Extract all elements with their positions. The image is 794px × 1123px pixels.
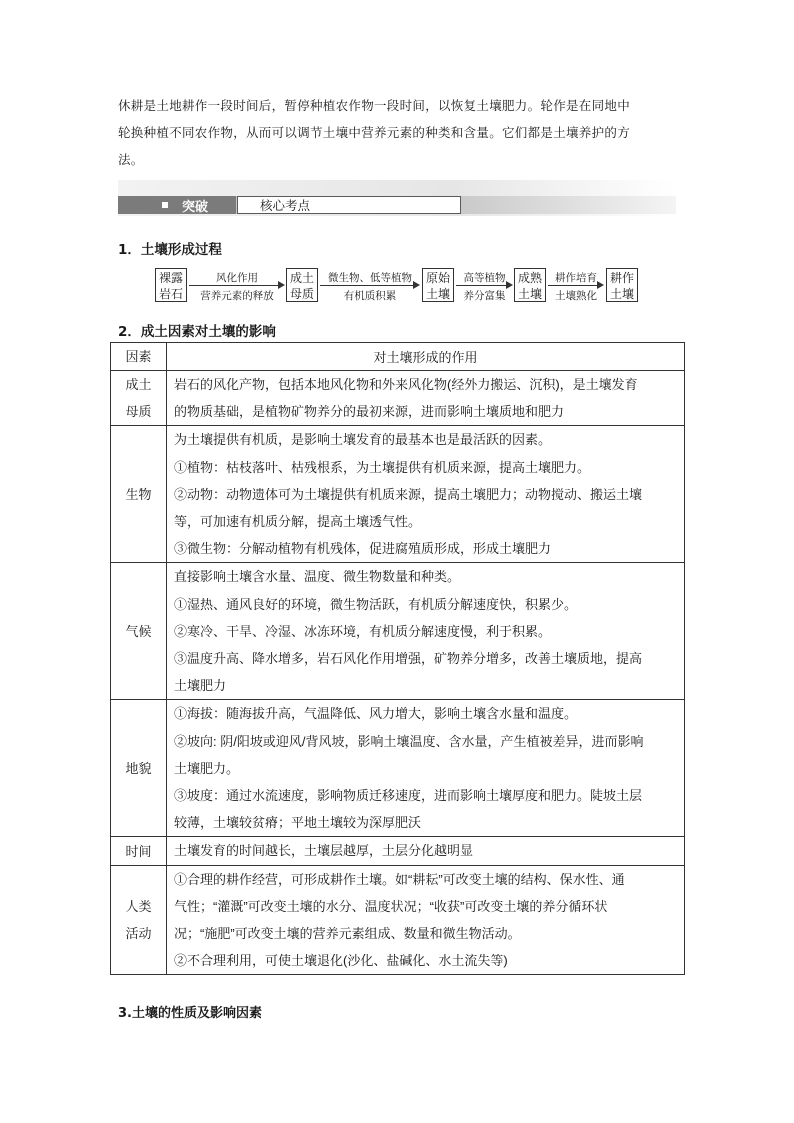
flow-arrow-top-label: 高等植物 xyxy=(463,272,506,284)
factor-label: 地貌 xyxy=(125,760,152,776)
section-2-heading: 2．成土因素对土壤的影响 xyxy=(118,324,276,340)
banner-tag xyxy=(237,196,461,214)
effect-line: ②坡向: 阴/阳坡或迎风/背风坡，影响土壤温度、含水量，产生植被差异，进而影响 xyxy=(174,733,644,749)
effect-cell xyxy=(167,426,685,563)
section-3-heading: 3.土壤的性质及影响因素 xyxy=(118,1006,262,1021)
flow-stage-label: 裸露 岩石 xyxy=(158,271,183,301)
flow-stage-label: 原始 土壤 xyxy=(425,271,450,301)
effect-cell xyxy=(167,371,685,426)
effect-line: ①合理的耕作经营，可形成耕作土壤。如“耕耘”可改变土壤的结构、保水性、通 xyxy=(174,871,625,887)
table-header-row xyxy=(111,343,685,371)
intro-line: 休耕是土地耕作一段时间后，暂停种植农作物一段时间，以恢复土壤肥力。轮作是在同地中 xyxy=(118,98,631,113)
flow-arrow xyxy=(189,268,285,302)
flow-stage xyxy=(286,268,318,302)
factor-cell xyxy=(111,563,167,700)
effect-line: 土壤发育的时间越长，土壤层越厚，土层分化越明显 xyxy=(174,843,474,859)
flow-stage xyxy=(606,268,638,302)
intro-line: 法。 xyxy=(118,152,144,167)
table-row xyxy=(111,371,685,426)
table-row xyxy=(111,700,685,837)
flow-stage-label: 耕作 土壤 xyxy=(609,271,634,301)
flow-stage xyxy=(514,268,546,302)
factor-cell xyxy=(111,426,167,563)
effect-cell xyxy=(167,837,685,865)
effect-line: 土壤肥力 xyxy=(174,678,227,694)
table-header-cell: 因素 xyxy=(111,343,167,371)
soil-factors-table xyxy=(110,342,685,975)
flow-arrow-top-label: 微生物、低等植物 xyxy=(328,272,412,284)
effect-cell xyxy=(167,700,685,837)
flow-arrow-top-label: 风化作用 xyxy=(216,272,258,284)
factor-label: 生物 xyxy=(125,486,152,502)
effect-cell xyxy=(167,865,685,975)
effect-line: ①湿热、通风良好的环境，微生物活跃，有机质分解速度快，积累少。 xyxy=(174,596,578,612)
effect-line: 的物质基础，是植物矿物养分的最初来源，进而影响土壤质地和肥力 xyxy=(174,404,565,420)
effect-line: ②不合理利用，可使土壤退化(沙化、盐碱化、水土流失等) xyxy=(174,953,508,969)
effect-line: 气性；“灌溉”可改变土壤的水分、温度状况；“收获”可改变土壤的养分循环状 xyxy=(174,898,608,914)
factor-label: 人类 活动 xyxy=(125,899,152,942)
flow-arrow-bottom-label: 土壤熟化 xyxy=(555,290,597,302)
effect-line: 等，可加速有机质分解，提高土壤透气性。 xyxy=(174,514,422,530)
effect-line: ③温度升高、降水增多，岩石风化作用增强，矿物养分增多，改善土壤质地，提高 xyxy=(174,651,643,667)
flow-arrow-bottom-label: 有机质积累 xyxy=(343,290,397,302)
factor-label: 时间 xyxy=(125,843,152,859)
table-row xyxy=(111,837,685,865)
section-banner xyxy=(118,180,676,216)
effect-line: 况；“施肥”可改变土壤的营养元素组成、数量和微生物活动。 xyxy=(174,926,521,942)
effect-line: 较薄，土壤较贫瘠；平地土壤较为深厚肥沃 xyxy=(174,815,422,831)
flow-arrow-bottom-label: 营养元素的释放 xyxy=(200,290,274,302)
intro-line: 轮换种植不同农作物，从而可以调节土壤中营养元素的种类和含量。它们都是土壤养护的方 xyxy=(118,125,631,140)
table-row xyxy=(111,563,685,700)
flow-stage-label: 成土 母质 xyxy=(289,271,314,301)
effect-line: 直接影响土壤含水量、温度、微生物数量和种类。 xyxy=(174,569,461,585)
square-bullet-icon xyxy=(162,202,168,208)
factor-cell xyxy=(111,371,167,426)
effect-line: ②动物：动物遗体可为土壤提供有机质来源，提高土壤肥力；动物搅动、搬运土壤 xyxy=(174,486,643,502)
factor-cell xyxy=(111,700,167,837)
banner-label xyxy=(118,196,236,214)
effect-line: ③微生物：分解动植物有机残体，促进腐殖质形成，形成土壤肥力 xyxy=(174,541,552,557)
flow-arrow-top-label: 耕作培育 xyxy=(555,272,597,284)
effect-cell xyxy=(167,563,685,700)
effect-line: ①海拔：随海拔升高，气温降低、风力增大，影响土壤含水量和温度。 xyxy=(174,706,578,722)
flow-stage xyxy=(422,268,454,302)
factor-cell xyxy=(111,837,167,865)
banner-label-text: 突破 xyxy=(182,199,209,215)
flow-arrow xyxy=(320,268,420,302)
banner-tag-text: 核心考点 xyxy=(260,198,311,213)
factor-label: 成土 母质 xyxy=(125,377,152,420)
flow-arrow-bottom-label: 养分富集 xyxy=(463,290,506,302)
factor-cell xyxy=(111,865,167,975)
effect-line: ③坡度：通过水流速度，影响物质迁移速度，进而影响土壤厚度和肥力。陡坡土层 xyxy=(174,788,643,804)
effect-line: 岩石的风化产物，包括本地风化物和外来风化物(经外力搬运、沉积)，是土壤发育 xyxy=(174,377,638,392)
flow-arrow xyxy=(548,268,604,302)
factor-label: 气候 xyxy=(125,623,152,639)
flow-stage-label: 成熟 土壤 xyxy=(517,271,542,301)
intro-paragraph xyxy=(118,92,684,173)
section-1-heading: 1．土壤形成过程 xyxy=(118,242,222,258)
table-header-cell: 对土壤形成的作用 xyxy=(167,343,685,371)
table-row xyxy=(111,426,685,563)
effect-line: 土壤肥力。 xyxy=(174,760,240,776)
table-row xyxy=(111,865,685,975)
flow-arrow xyxy=(456,268,513,302)
effect-line: 为土壤提供有机质，是影响土壤发育的最基本也是最活跃的因素。 xyxy=(174,432,552,448)
flow-stage xyxy=(155,268,187,302)
effect-line: ②寒冷、干旱、冷湿、冰冻环境，有机质分解速度慢，利于积累。 xyxy=(174,623,552,639)
effect-line: ①植物：枯枝落叶、枯残根系，为土壤提供有机质来源，提高土壤肥力。 xyxy=(174,459,591,475)
